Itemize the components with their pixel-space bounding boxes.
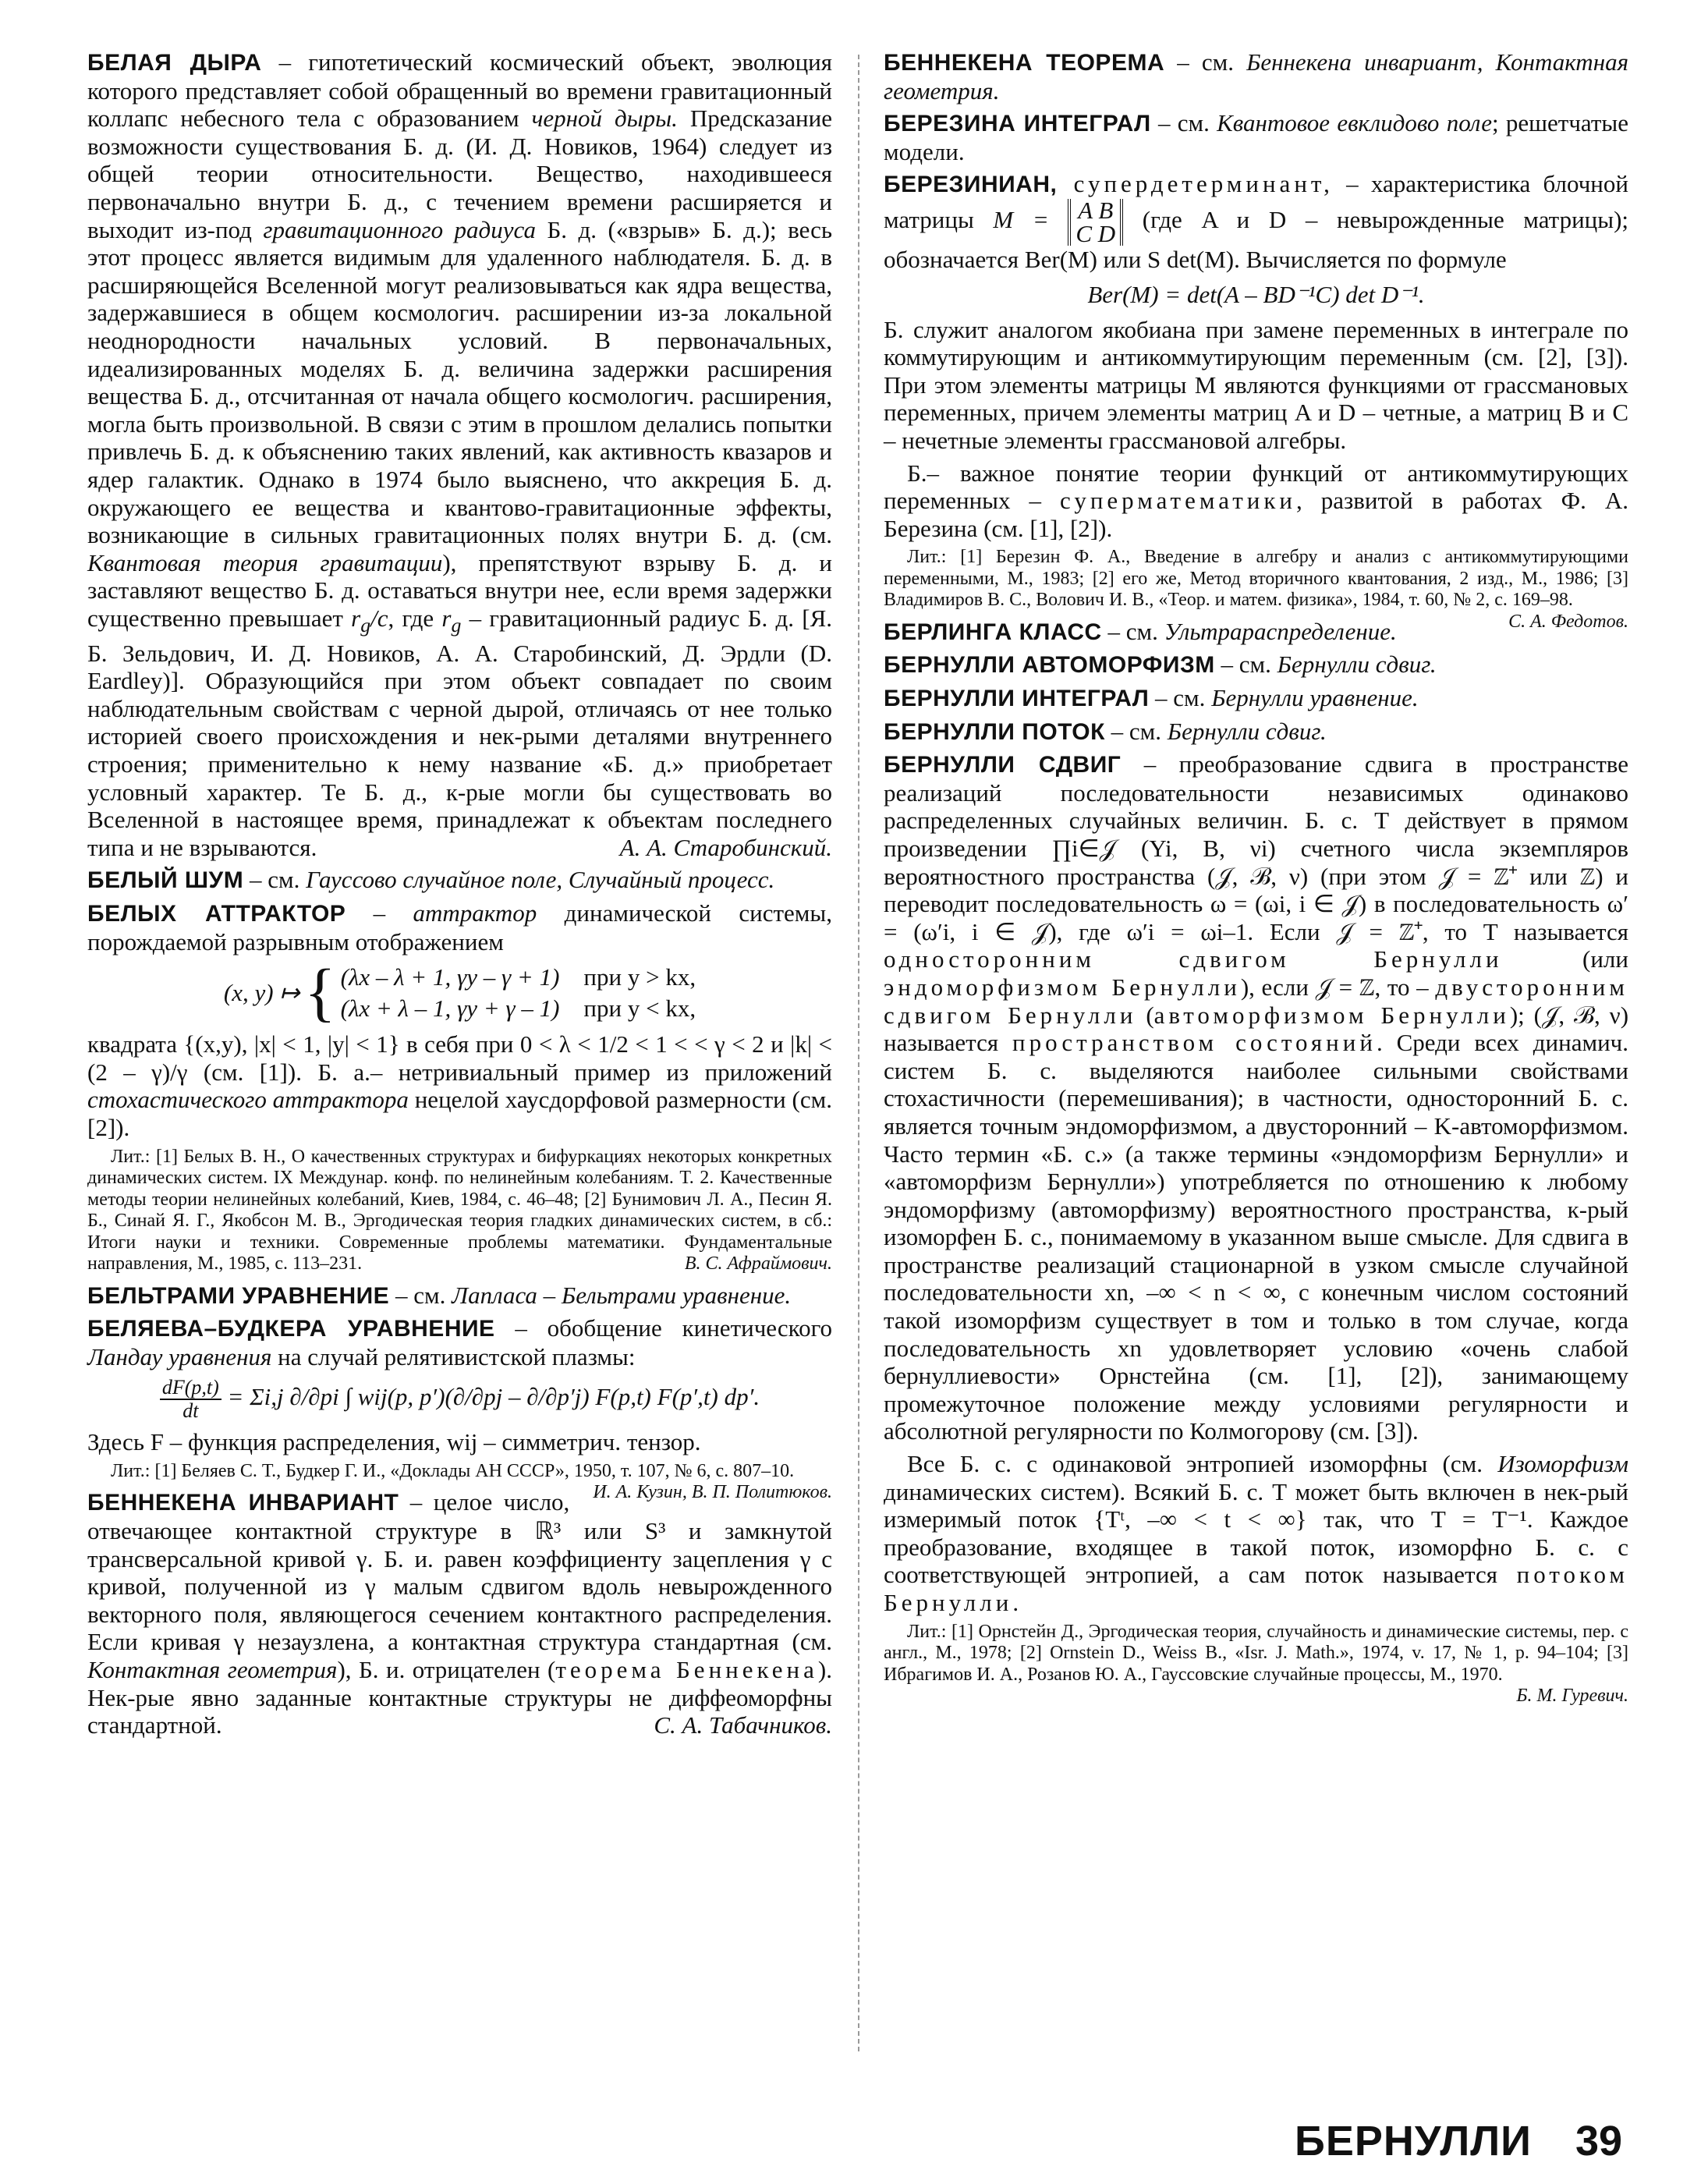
left-column — [87, 48, 832, 1744]
entry-title: БЕРНУЛЛИ ИНТЕГРАЛ — [884, 686, 1150, 711]
cross-reference-link[interactable]: Квантовое евклидово поле — [1217, 109, 1492, 137]
cross-reference-link[interactable]: Гауссово случайное поле, Случайный процесс. — [306, 866, 775, 894]
entry-title: БЕЛЬТРАМИ УРАВНЕНИЕ — [87, 1282, 390, 1309]
entry-berezina-integral: БЕРЕЗИНА ИНТЕГРАЛ – см. Квантовое евклидово поле; решетчатые модели. — [884, 109, 1628, 165]
entry-belaya-dyra: БЕЛАЯ ДЫРА – гипотетический космический объект, эволюция которого представляет собой обращенный во времени гравитационный коллапс небесного тела с образованием черной дыры. Предсказание возможности существования Б. д. (И. Д. Новиков, 1964) следует из общей теории относительности. Вещество, находившееся первоначально внутри Б. д., с течением времени расширяется и выходит из-под гравитационного радиуса Б. д. («взрыв» Б. д.); весь этот процесс является видимым для удаленного наблюдателя. Б. д. в расширяющейся Вселенной могут реализовываться как ядра вещества, задержавшиеся в общем космологич. расширении из-за локальной неоднородности начальных условий. В первоначальных, идеализированных моделях Б. д. величина задержки расширения вещества Б. д., отсчитанная от начала общего космологич. расширения, могла быть произвольной. В связи с этим в прошлом делались попытки привлечь Б. д. к объяснению таких явлений, как активность квазаров и ядер галактик. Однако в 1974 было выяснено, что аккреция Б. д. окружающего ее вещества и квантово-гравитационные эффекты, возникающие в сильных гравитационных полях внутри Б. д. (см. Квантовая теория гравитации), препятствуют взрыву Б. д. и заставляют вещество Б. д. оставаться внутри нее, если время задержки существенно превышает $r_g/c$, где $r_g$ – гравитационный радиус Б. д. [Я. Б. Зельдович, И. Д. Новиков, А. А. Старобинский, Д. Эрдли (D. Eardley)]. Образующийся при этом объект совпадает по своим наблюдательным свойствам с черной дырой, отличаясь от нее только историей своего происхождения и нек-рыми деталями внутреннего строения; применительно к нему название «Б. д.» приобретает условный характер. Те Б. д., к-рые могли бы существовать во Вселенной в настоящее время, принадлежат к объектам последнего типа и не взрываются. А. А. Старобинский. — [87, 48, 833, 861]
entry-bennekena-invariant: БЕННЕКЕНА ИНВАРИАНТ – целое число, отвечающее контактной структуре в ℝ³ или S³ и замкнутой трансверсальной кривой γ. Б. и. равен коэффициенту зацепления γ с кривой, полученной из γ малым сдвигом вдоль невырожденного векторного поля, являющегося сечением контактного распределения. Если кривая γ незаузлена, а контактная структура стандартная (см. Контактная геометрия), Б. и. отрицателен (теорема Беннекена). Нек-рые явно заданные контактные структуры не диффеоморфны стандартной. С. А. Табачников. — [87, 1488, 832, 1739]
entry-beltrami: БЕЛЬТРАМИ УРАВНЕНИЕ – см. Лапласа – Бельтрами уравнение. — [87, 1281, 792, 1309]
entry-bernulli-sdvig-cont: Все Б. с. с одинаковой энтропией изоморфны (см. Изоморфизм динамических систем). Всякий Б. с. T может быть включен в нек-рый измеримый поток {Tᵗ, –∞ < t < ∞} так, что T = T⁻¹. Каждое преобразование, входящее в такой поток, изоморфно Б. с. с соответствующей энтропией, а сам поток называется потоком Бернулли. — [884, 1450, 1628, 1616]
entry-bernulli-avtomorfizm: БЕРНУЛЛИ АВТОМОРФИЗМ – см. Бернулли сдвиг. — [884, 651, 1437, 679]
entry-title: БЕЛЯЕВА–БУДКЕРА УРАВНЕНИЕ — [87, 1316, 495, 1342]
cross-reference-link[interactable]: гравитационного радиуса — [263, 215, 536, 243]
entry-bennekena-teorema: БЕННЕКЕНА ТЕОРЕМА – см. Беннекена инвариант, Контактная геометрия. — [884, 48, 1628, 105]
entry-berezinian: БЕРЕЗИНИАН, супердетерминант, – характеристика блочной матрицы M = A B C D (где A и D – невырожденные матрицы); обозначается Ber(M) или S det(M). Вычисляется по формуле Ber(M) = det(A – BD⁻¹C) det D⁻¹. Б. служит аналогом якобиана при замене переменных в интеграле по коммутирующим и антикоммутирующим переменным (см. [2], [3]). При этом элементы матрицы M являются функциями от грассмановых переменных, причем элементы матриц A и D – четные, а матриц B и C – нечетные элементы грассмановой алгебры. — [884, 170, 1629, 454]
entry-title: БЕРНУЛЛИ ПОТОК — [884, 718, 1105, 745]
block-matrix: A B C D — [1068, 199, 1123, 246]
entry-title: БЕЛЫХ АТТРАКТОР — [87, 901, 346, 927]
author-signature: И. А. Кузин, В. П. Политюков. — [593, 1482, 832, 1503]
entry-title: БЕРНУЛЛИ СДВИГ — [884, 752, 1122, 778]
entry-title: БЕРЛИНГА КЛАСС — [884, 619, 1102, 645]
author-signature: В. С. Афраймович. — [684, 1253, 832, 1275]
page-number: 39 — [1575, 2118, 1623, 2164]
author-signature: С. А. Федотов. — [1508, 611, 1628, 632]
entry-bernulli-integral: БЕРНУЛЛИ ИНТЕГРАЛ – см. Бернулли уравнение. — [884, 684, 1419, 711]
entry-title: БЕРЕЗИНА ИНТЕГРАЛ — [884, 111, 1151, 137]
literature-list: Лит.: [1] Беляев С. Т., Будкер Г. И., «Доклады АН СССР», 1950, т. 107, № 6, с. 807–10. И. А. Кузин, В. П. Политюков. — [111, 1460, 832, 1503]
cross-reference-link[interactable]: Ультрараспределение. — [1164, 617, 1397, 645]
entry-title: БЕРНУЛЛИ АВТОМОРФИЗМ — [884, 652, 1215, 679]
cross-reference-link[interactable]: Изоморфизм — [1497, 1450, 1628, 1478]
entry-belykh-attraktor: БЕЛЫХ АТТРАКТОР – аттрактор динамической системы, порождаемой разрывным отображением (x, y) ↦ { (λx – λ + 1, γy – γ + 1) при y > kx, (λx + λ – 1, γy + γ – 1) при y < kx, квадрата {(x,y), |x| < 1, |y| < 1} в себя при 0 < λ < 1/2 < 1 < < γ < 2 и |k| < (2 – γ)/γ (см. [1]). Б. а.– нетривиальный пример из приложений стохастического аттрактора нецелой хаусдорфовой размерности (см. [2]). — [87, 899, 832, 1141]
kinetic-equation: $\frac{dF(p,t)}{dt}$ = Σi,j ∂/∂pi ∫ wij(p, p′)(∂/∂pj – ∂/∂p′j) F(p,t) F(p′,t) dp′. — [87, 1377, 832, 1422]
column-divider — [858, 55, 859, 2051]
cross-reference-link[interactable]: Беннекена инвариант, Контактная геометрия. — [884, 48, 1628, 105]
cross-reference-link[interactable]: Контактная геометрия — [87, 1656, 338, 1683]
entry-title: БЕЛАЯ ДЫРА — [87, 50, 262, 76]
entry-title: БЕЛЫЙ ШУМ — [87, 867, 244, 894]
entry-title: БЕРЕЗИНИАН, — [884, 172, 1058, 198]
entry-belyaeva-budkera: БЕЛЯЕВА–БУДКЕРА УРАВНЕНИЕ – обобщение кинетического Ландау уравнения на случай релятивистской плазмы: $\frac{dF(p,t)}{dt}$ = Σi,j ∂/∂pi ∫ wij(p, p′)(∂/∂pj – ∂/∂p′j) F(p,t) F(p′,t) dp′. Здесь F – функция распределения, wij – симметрич. тензор. — [87, 1314, 833, 1456]
cross-reference-link[interactable]: стохастического аттрактора — [87, 1086, 409, 1114]
entry-title: БЕННЕКЕНА ТЕОРЕМА — [884, 50, 1165, 76]
cross-reference-link[interactable]: Квантовая теория гравитации — [87, 548, 443, 576]
entry-berezinian-cont: Б.– важное понятие теории функций от антикоммутирующих переменных – суперматематики, развитой в работах Ф. А. Березина (см. [1], [2]). — [884, 459, 1628, 542]
author-signature: Б. М. Гуревич. — [1516, 1686, 1628, 1707]
entry-bernulli-sdvig: БЕРНУЛЛИ СДВИГ – преобразование сдвига в пространстве реализаций последовательности независимых одинаково распределенных случайных величин. Б. с. T действует в прямом произведении ∏i∈𝒥 (Yi, B, νi) счетного числа экземпляров вероятностного пространства (𝒥, ℬ, ν) (при этом 𝒥 = ℤ⁺ или ℤ) и переводит последовательность ω = (ωi, i ∈ 𝒥) в последовательность ω′ = (ω′i, i ∈ 𝒥), где ω′i = ωi–1. Если 𝒥 = ℤ⁺, то T называется односторонним сдвигом Бернулли (или эндоморфизмом Бернулли), если 𝒥 = ℤ, то – двусторонним сдвигом Бернулли (автоморфизмом Бернулли); (𝒥, ℬ, ν) называется пространством состояний. Среди всех динамич. систем Б. с. выделяются наиболее сильными свойствами стохастичности (перемешивания); в частности, односторонний Б. с. является точным эндоморфизмом, а двусторонний – K-автоморфизмом. Часто термин «Б. с.» (а также термины «эндоморфизм Бернулли» и «автоморфизм Бернулли») употребляется по отношению к любому эндоморфизму (автоморфизму) вероятностного пространства, к-рый изоморфен Б. с., понимаемому в указанном выше смысле. Для сдвига в пространстве реализаций стационарной в узком смысле случайной последовательности xn, –∞ < n < ∞, с конечным числом состояний такой изоморфизм существует в том и только в том случае, когда последовательность xn удовлетворяет условию «очень слабой бернуллиевости» Орнстейна (см. [1], [2]), занимающему промежуточное положение между условиями регулярности и абсолютной регулярности по Колмогорову (см. [3]). — [884, 750, 1629, 1445]
cross-reference-link[interactable]: Бернулли уравнение. — [1211, 684, 1419, 711]
berezinian-formula: Ber(M) = det(A – BD⁻¹C) det D⁻¹. — [1087, 280, 1425, 308]
literature-list: Лит.: [1] Белых В. Н., О качественных структурах и бифуркациях некоторых конкретных динамических систем. IX Междунар. конф. по нелинейным колебаниям. Т. 2. Качественные методы теории нелинейных колебаний, Киев, 1984, с. 46–48; [2] Бунимович Л. А., Песин Я. Б., Синай Я. Г., Якобсон М. В., Эргодическая теория гладких динамических систем, в сб.: Итоги науки и техники. Современные проблемы математики. Фундаментальные направления, М., 1985, с. 113–231. В. С. Афраймович. — [87, 1146, 832, 1275]
entry-bernulli-potok: БЕРНУЛЛИ ПОТОК – см. Бернулли сдвиг. — [884, 717, 1327, 745]
cross-reference-link[interactable]: Бернулли сдвиг. — [1277, 651, 1437, 679]
mapping-formula: (x, y) ↦ { (λx – λ + 1, γy – γ + 1) при y > kx, (λx + λ – 1, γy + γ – 1) при y < kx, — [223, 956, 696, 1030]
cross-reference-link[interactable]: Бернулли сдвиг. — [1167, 717, 1327, 745]
entry-bely-shum: БЕЛЫЙ ШУМ – см. Гауссово случайное поле, Случайный процесс. — [87, 866, 775, 894]
entry-title: БЕННЕКЕНА ИНВАРИАНТ — [87, 1490, 399, 1516]
author-signature: А. А. Старобинский. — [619, 833, 832, 861]
cross-reference-link[interactable]: черной дыры. — [531, 105, 678, 133]
author-signature: С. А. Табачников. — [654, 1711, 832, 1739]
cross-reference-link[interactable]: Ландау уравнения — [87, 1342, 272, 1370]
literature-list: Лит.: [1] Орнстейн Д., Эргодическая теория, случайность и динамические системы, пер. с англ., М., 1978; [2] Ornstein D., Weiss B., «Isr. J. Math.», 1974, v. 17, № 1, p. 94–104; [3] Ибрагимов И. А., Розанов Ю. А., Гауссовские случайные процессы, М., 1970. Б. М. Гуревич. — [884, 1621, 1628, 1707]
cross-reference-link[interactable]: аттрактор — [413, 899, 537, 927]
right-column — [884, 48, 1628, 1707]
literature-list: Лит.: [1] Березин Ф. А., Введение в алгебру и анализ с антикоммутирующими переменными, М., 1983; [2] его же, Метод вторичного квантования, 2 изд., М., 1986; [3] Владимиров В. С., Волович И. В., «Теор. и матем. физика», 1984, т. 60, № 2, с. 169–98. С. А. Федотов. — [884, 547, 1628, 632]
cross-reference-link[interactable]: Лапласа – Бельтрами уравнение. — [452, 1281, 792, 1309]
entry-berlinga-klass: БЕРЛИНГА КЛАСС – см. Ультрараспределение. — [884, 617, 1397, 645]
running-head: БЕРНУЛЛИ — [1295, 2118, 1532, 2164]
